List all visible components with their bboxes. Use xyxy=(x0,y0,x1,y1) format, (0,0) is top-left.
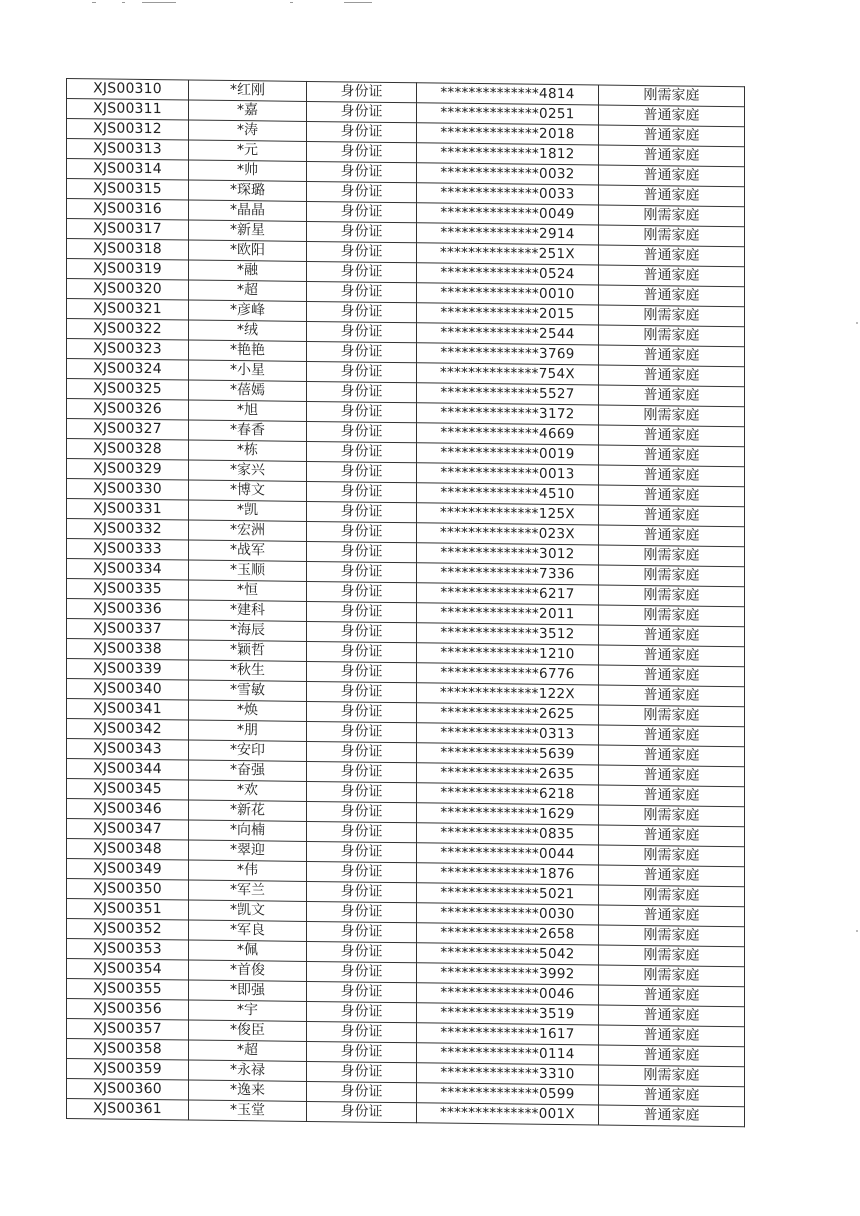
id-type: 身份证 xyxy=(307,341,417,362)
id-number: **************0030 xyxy=(417,903,599,925)
id-number: **************0835 xyxy=(417,823,599,845)
applicant-code: XJS00353 xyxy=(67,939,189,960)
id-type: 身份证 xyxy=(307,1021,417,1042)
id-type: 身份证 xyxy=(307,301,417,322)
family-type: 刚需家庭 xyxy=(599,1065,745,1087)
applicant-name: *新花 xyxy=(189,800,307,821)
id-type: 身份证 xyxy=(307,661,417,682)
applicant-name: *雪敏 xyxy=(189,680,307,701)
applicant-code: XJS00345 xyxy=(67,779,189,800)
applicant-name: *战军 xyxy=(189,540,307,561)
family-type: 刚需家庭 xyxy=(599,565,745,587)
id-number: **************2015 xyxy=(417,303,599,325)
id-number: **************0313 xyxy=(417,723,599,745)
applicant-name: *建科 xyxy=(189,600,307,621)
family-type: 普通家庭 xyxy=(599,245,745,267)
applicant-name: *红刚 xyxy=(189,80,307,101)
family-type: 普通家庭 xyxy=(599,105,745,127)
id-number: **************5042 xyxy=(417,943,599,965)
id-type: 身份证 xyxy=(307,321,417,342)
applicant-code: XJS00351 xyxy=(67,899,189,920)
id-number: **************2914 xyxy=(417,223,599,245)
family-type: 普通家庭 xyxy=(599,285,745,307)
family-type: 普通家庭 xyxy=(599,1105,745,1127)
applicant-code: XJS00337 xyxy=(67,619,189,640)
id-type: 身份证 xyxy=(307,761,417,782)
family-type: 普通家庭 xyxy=(599,785,745,807)
applicant-name: *永禄 xyxy=(189,1060,307,1081)
applicant-name: *安印 xyxy=(189,740,307,761)
family-type: 普通家庭 xyxy=(599,125,745,147)
applicant-name: *军良 xyxy=(189,920,307,941)
applicant-name: *首俊 xyxy=(189,960,307,981)
family-type: 普通家庭 xyxy=(599,345,745,367)
applicant-name: *元 xyxy=(189,140,307,161)
applicant-code: XJS00335 xyxy=(67,579,189,600)
applicant-code: XJS00313 xyxy=(67,139,189,160)
applicant-name: *彦峰 xyxy=(189,300,307,321)
id-number: **************0046 xyxy=(417,983,599,1005)
family-type: 普通家庭 xyxy=(599,685,745,707)
family-type: 刚需家庭 xyxy=(599,85,745,107)
id-number: **************1876 xyxy=(417,863,599,885)
id-type: 身份证 xyxy=(307,681,417,702)
applicant-code: XJS00331 xyxy=(67,499,189,520)
family-type: 普通家庭 xyxy=(599,665,745,687)
id-type: 身份证 xyxy=(307,101,417,122)
id-number: **************2018 xyxy=(417,123,599,145)
applicant-name: *融 xyxy=(189,260,307,281)
applicant-name: *俊臣 xyxy=(189,1020,307,1041)
id-type: 身份证 xyxy=(307,1101,417,1122)
applicant-code: XJS00356 xyxy=(67,999,189,1020)
applicant-code: XJS00332 xyxy=(67,519,189,540)
id-number: **************4669 xyxy=(417,423,599,445)
id-number: **************0524 xyxy=(417,263,599,285)
id-type: 身份证 xyxy=(307,1001,417,1022)
family-type: 普通家庭 xyxy=(599,525,745,547)
id-type: 身份证 xyxy=(307,461,417,482)
applicant-code: XJS00359 xyxy=(67,1059,189,1080)
id-type: 身份证 xyxy=(307,281,417,302)
applicant-code: XJS00326 xyxy=(67,399,189,420)
roster-sheet xyxy=(66,78,744,1127)
applicant-code: XJS00338 xyxy=(67,639,189,660)
applicant-name: *蓓嫣 xyxy=(189,380,307,401)
family-type: 刚需家庭 xyxy=(599,205,745,227)
id-number: **************3992 xyxy=(417,963,599,985)
family-type: 普通家庭 xyxy=(599,905,745,927)
applicant-name: *涛 xyxy=(189,120,307,141)
applicant-name: *超 xyxy=(189,280,307,301)
id-number: **************4510 xyxy=(417,483,599,505)
applicant-name: *绒 xyxy=(189,320,307,341)
id-type: 身份证 xyxy=(307,181,417,202)
id-type: 身份证 xyxy=(307,841,417,862)
applicant-name: *欢 xyxy=(189,780,307,801)
id-type: 身份证 xyxy=(307,221,417,242)
id-type: 身份证 xyxy=(307,1061,417,1082)
applicant-code: XJS00348 xyxy=(67,839,189,860)
applicant-code: XJS00319 xyxy=(67,259,189,280)
applicant-code: XJS00347 xyxy=(67,819,189,840)
id-type: 身份证 xyxy=(307,261,417,282)
id-type: 身份证 xyxy=(307,81,417,102)
applicant-name: *奋强 xyxy=(189,760,307,781)
applicant-code: XJS00355 xyxy=(67,979,189,1000)
applicant-code: XJS00333 xyxy=(67,539,189,560)
applicant-code: XJS00336 xyxy=(67,599,189,620)
id-type: 身份证 xyxy=(307,501,417,522)
applicant-code: XJS00341 xyxy=(67,699,189,720)
applicant-code: XJS00330 xyxy=(67,479,189,500)
id-number: **************3172 xyxy=(417,403,599,425)
id-type: 身份证 xyxy=(307,581,417,602)
id-type: 身份证 xyxy=(307,921,417,942)
applicant-name: *伟 xyxy=(189,860,307,881)
family-type: 普通家庭 xyxy=(599,365,745,387)
id-number: **************5021 xyxy=(417,883,599,905)
applicant-code: XJS00329 xyxy=(67,459,189,480)
applicant-name: *恒 xyxy=(189,580,307,601)
applicant-name: *艳艳 xyxy=(189,340,307,361)
applicant-name: *宇 xyxy=(189,1000,307,1021)
applicant-code: XJS00322 xyxy=(67,319,189,340)
applicant-name: *玉顺 xyxy=(189,560,307,581)
applicant-name: *小星 xyxy=(189,360,307,381)
id-type: 身份证 xyxy=(307,121,417,142)
id-type: 身份证 xyxy=(307,521,417,542)
id-type: 身份证 xyxy=(307,961,417,982)
applicant-code: XJS00328 xyxy=(67,439,189,460)
applicant-code: XJS00325 xyxy=(67,379,189,400)
family-type: 普通家庭 xyxy=(599,1025,745,1047)
id-number: **************023X xyxy=(417,523,599,545)
applicant-code: XJS00349 xyxy=(67,859,189,880)
id-type: 身份证 xyxy=(307,541,417,562)
family-type: 刚需家庭 xyxy=(599,225,745,247)
family-type: 刚需家庭 xyxy=(599,965,745,987)
applicant-name: *海辰 xyxy=(189,620,307,641)
applicant-code: XJS00342 xyxy=(67,719,189,740)
id-type: 身份证 xyxy=(307,821,417,842)
id-number: **************2625 xyxy=(417,703,599,725)
id-number: **************2635 xyxy=(417,763,599,785)
id-number: **************4814 xyxy=(417,83,599,105)
id-type: 身份证 xyxy=(307,721,417,742)
id-type: 身份证 xyxy=(307,1081,417,1102)
id-number: **************7336 xyxy=(417,563,599,585)
applicant-name: *博文 xyxy=(189,480,307,501)
applicant-name: *翠迎 xyxy=(189,840,307,861)
id-number: **************0032 xyxy=(417,163,599,185)
id-number: **************5527 xyxy=(417,383,599,405)
id-number: **************3512 xyxy=(417,623,599,645)
id-number: **************3012 xyxy=(417,543,599,565)
scan-mark xyxy=(122,2,125,3)
family-type: 普通家庭 xyxy=(599,505,745,527)
id-type: 身份证 xyxy=(307,141,417,162)
id-number: **************122X xyxy=(417,683,599,705)
family-type: 刚需家庭 xyxy=(599,885,745,907)
id-number: **************0599 xyxy=(417,1083,599,1105)
family-type: 普通家庭 xyxy=(599,865,745,887)
family-type: 普通家庭 xyxy=(599,425,745,447)
scan-mark xyxy=(290,2,293,3)
applicant-name: *帅 xyxy=(189,160,307,181)
id-number: **************125X xyxy=(417,503,599,525)
id-number: **************0010 xyxy=(417,283,599,305)
applicant-code: XJS00339 xyxy=(67,659,189,680)
applicant-name: *玉堂 xyxy=(189,1100,307,1121)
applicant-name: *凯文 xyxy=(189,900,307,921)
applicant-code: XJS00320 xyxy=(67,279,189,300)
id-number: **************0019 xyxy=(417,443,599,465)
applicant-code: XJS00315 xyxy=(67,179,189,200)
applicant-code: XJS00361 xyxy=(67,1099,189,1120)
family-type: 刚需家庭 xyxy=(599,585,745,607)
family-type: 普通家庭 xyxy=(599,465,745,487)
family-type: 刚需家庭 xyxy=(599,545,745,567)
id-number: **************1617 xyxy=(417,1023,599,1045)
applicant-code: XJS00317 xyxy=(67,219,189,240)
applicant-name: *宏洲 xyxy=(189,520,307,541)
family-type: 普通家庭 xyxy=(599,1005,745,1027)
id-number: **************1210 xyxy=(417,643,599,665)
id-type: 身份证 xyxy=(307,941,417,962)
id-number: **************0251 xyxy=(417,103,599,125)
family-type: 普通家庭 xyxy=(599,185,745,207)
scan-dot xyxy=(856,930,858,932)
applicant-name: *凯 xyxy=(189,500,307,521)
id-type: 身份证 xyxy=(307,781,417,802)
scan-artifact-top xyxy=(0,0,860,10)
family-type: 刚需家庭 xyxy=(599,805,745,827)
family-type: 普通家庭 xyxy=(599,985,745,1007)
applicant-code: XJS00352 xyxy=(67,919,189,940)
applicant-code: XJS00358 xyxy=(67,1039,189,1060)
family-type: 普通家庭 xyxy=(599,825,745,847)
applicant-name: *春香 xyxy=(189,420,307,441)
applicant-code: XJS00340 xyxy=(67,679,189,700)
applicant-name: *旭 xyxy=(189,400,307,421)
applicant-name: *晶晶 xyxy=(189,200,307,221)
id-number: **************3769 xyxy=(417,343,599,365)
id-number: **************0114 xyxy=(417,1043,599,1065)
applicant-name: *超 xyxy=(189,1040,307,1061)
id-type: 身份证 xyxy=(307,1041,417,1062)
family-type: 普通家庭 xyxy=(599,1085,745,1107)
applicant-name: *佩 xyxy=(189,940,307,961)
family-type: 刚需家庭 xyxy=(599,845,745,867)
applicant-name: *嘉 xyxy=(189,100,307,121)
family-type: 普通家庭 xyxy=(599,145,745,167)
id-number: **************2544 xyxy=(417,323,599,345)
family-type: 刚需家庭 xyxy=(599,605,745,627)
id-type: 身份证 xyxy=(307,801,417,822)
applicant-code: XJS00323 xyxy=(67,339,189,360)
id-type: 身份证 xyxy=(307,481,417,502)
applicant-code: XJS00321 xyxy=(67,299,189,320)
id-number: **************0033 xyxy=(417,183,599,205)
id-type: 身份证 xyxy=(307,201,417,222)
id-type: 身份证 xyxy=(307,621,417,642)
id-type: 身份证 xyxy=(307,241,417,262)
id-number: **************6217 xyxy=(417,583,599,605)
applicant-code: XJS00316 xyxy=(67,199,189,220)
id-number: **************6218 xyxy=(417,783,599,805)
id-type: 身份证 xyxy=(307,701,417,722)
family-type: 刚需家庭 xyxy=(599,945,745,967)
id-type: 身份证 xyxy=(307,601,417,622)
id-number: **************0049 xyxy=(417,203,599,225)
applicant-name: *颖哲 xyxy=(189,640,307,661)
id-number: **************6776 xyxy=(417,663,599,685)
family-type: 普通家庭 xyxy=(599,745,745,767)
family-type: 普通家庭 xyxy=(599,725,745,747)
applicant-code: XJS00314 xyxy=(67,159,189,180)
applicant-code: XJS00312 xyxy=(67,119,189,140)
family-type: 普通家庭 xyxy=(599,265,745,287)
id-type: 身份证 xyxy=(307,901,417,922)
applicant-code: XJS00350 xyxy=(67,879,189,900)
id-type: 身份证 xyxy=(307,881,417,902)
applicant-name: *新星 xyxy=(189,220,307,241)
applicant-code: XJS00327 xyxy=(67,419,189,440)
applicant-code: XJS00310 xyxy=(67,79,189,100)
id-number: **************0013 xyxy=(417,463,599,485)
id-type: 身份证 xyxy=(307,361,417,382)
applicant-code: XJS00334 xyxy=(67,559,189,580)
id-type: 身份证 xyxy=(307,401,417,422)
applicant-name: *秋生 xyxy=(189,660,307,681)
applicant-table xyxy=(66,78,745,1127)
applicant-name: *即强 xyxy=(189,980,307,1001)
scan-mark xyxy=(142,2,176,3)
id-number: **************3310 xyxy=(417,1063,599,1085)
applicant-name: *欧阳 xyxy=(189,240,307,261)
id-number: **************754X xyxy=(417,363,599,385)
family-type: 普通家庭 xyxy=(599,485,745,507)
id-type: 身份证 xyxy=(307,441,417,462)
family-type: 普通家庭 xyxy=(599,765,745,787)
applicant-name: *焕 xyxy=(189,700,307,721)
applicant-name: *栋 xyxy=(189,440,307,461)
applicant-code: XJS00311 xyxy=(67,99,189,120)
applicant-name: *琛璐 xyxy=(189,180,307,201)
family-type: 普通家庭 xyxy=(599,645,745,667)
scan-mark xyxy=(344,2,372,3)
applicant-code: XJS00357 xyxy=(67,1019,189,1040)
id-number: **************0044 xyxy=(417,843,599,865)
id-number: **************2658 xyxy=(417,923,599,945)
id-number: **************251X xyxy=(417,243,599,265)
applicant-code: XJS00344 xyxy=(67,759,189,780)
id-number: **************1812 xyxy=(417,143,599,165)
family-type: 普通家庭 xyxy=(599,445,745,467)
id-type: 身份证 xyxy=(307,561,417,582)
applicant-code: XJS00324 xyxy=(67,359,189,380)
id-number: **************001X xyxy=(417,1103,599,1125)
applicant-code: XJS00318 xyxy=(67,239,189,260)
id-type: 身份证 xyxy=(307,641,417,662)
family-type: 普通家庭 xyxy=(599,385,745,407)
applicant-name: *向楠 xyxy=(189,820,307,841)
id-type: 身份证 xyxy=(307,161,417,182)
id-type: 身份证 xyxy=(307,741,417,762)
applicant-code: XJS00354 xyxy=(67,959,189,980)
family-type: 普通家庭 xyxy=(599,165,745,187)
family-type: 刚需家庭 xyxy=(599,705,745,727)
id-number: **************3519 xyxy=(417,1003,599,1025)
id-type: 身份证 xyxy=(307,421,417,442)
id-type: 身份证 xyxy=(307,861,417,882)
applicant-code: XJS00343 xyxy=(67,739,189,760)
family-type: 普通家庭 xyxy=(599,1045,745,1067)
id-number: **************2011 xyxy=(417,603,599,625)
applicant-name: *军兰 xyxy=(189,880,307,901)
family-type: 刚需家庭 xyxy=(599,405,745,427)
applicant-name: *逸来 xyxy=(189,1080,307,1101)
family-type: 刚需家庭 xyxy=(599,925,745,947)
scan-dot xyxy=(856,322,858,324)
applicant-name: *家兴 xyxy=(189,460,307,481)
family-type: 刚需家庭 xyxy=(599,325,745,347)
id-type: 身份证 xyxy=(307,981,417,1002)
family-type: 普通家庭 xyxy=(599,625,745,647)
applicant-code: XJS00360 xyxy=(67,1079,189,1100)
id-number: **************1629 xyxy=(417,803,599,825)
applicant-name: *朋 xyxy=(189,720,307,741)
id-type: 身份证 xyxy=(307,381,417,402)
applicant-code: XJS00346 xyxy=(67,799,189,820)
scan-mark xyxy=(92,2,96,3)
family-type: 刚需家庭 xyxy=(599,305,745,327)
id-number: **************5639 xyxy=(417,743,599,765)
applicant-table-body xyxy=(67,79,745,1127)
